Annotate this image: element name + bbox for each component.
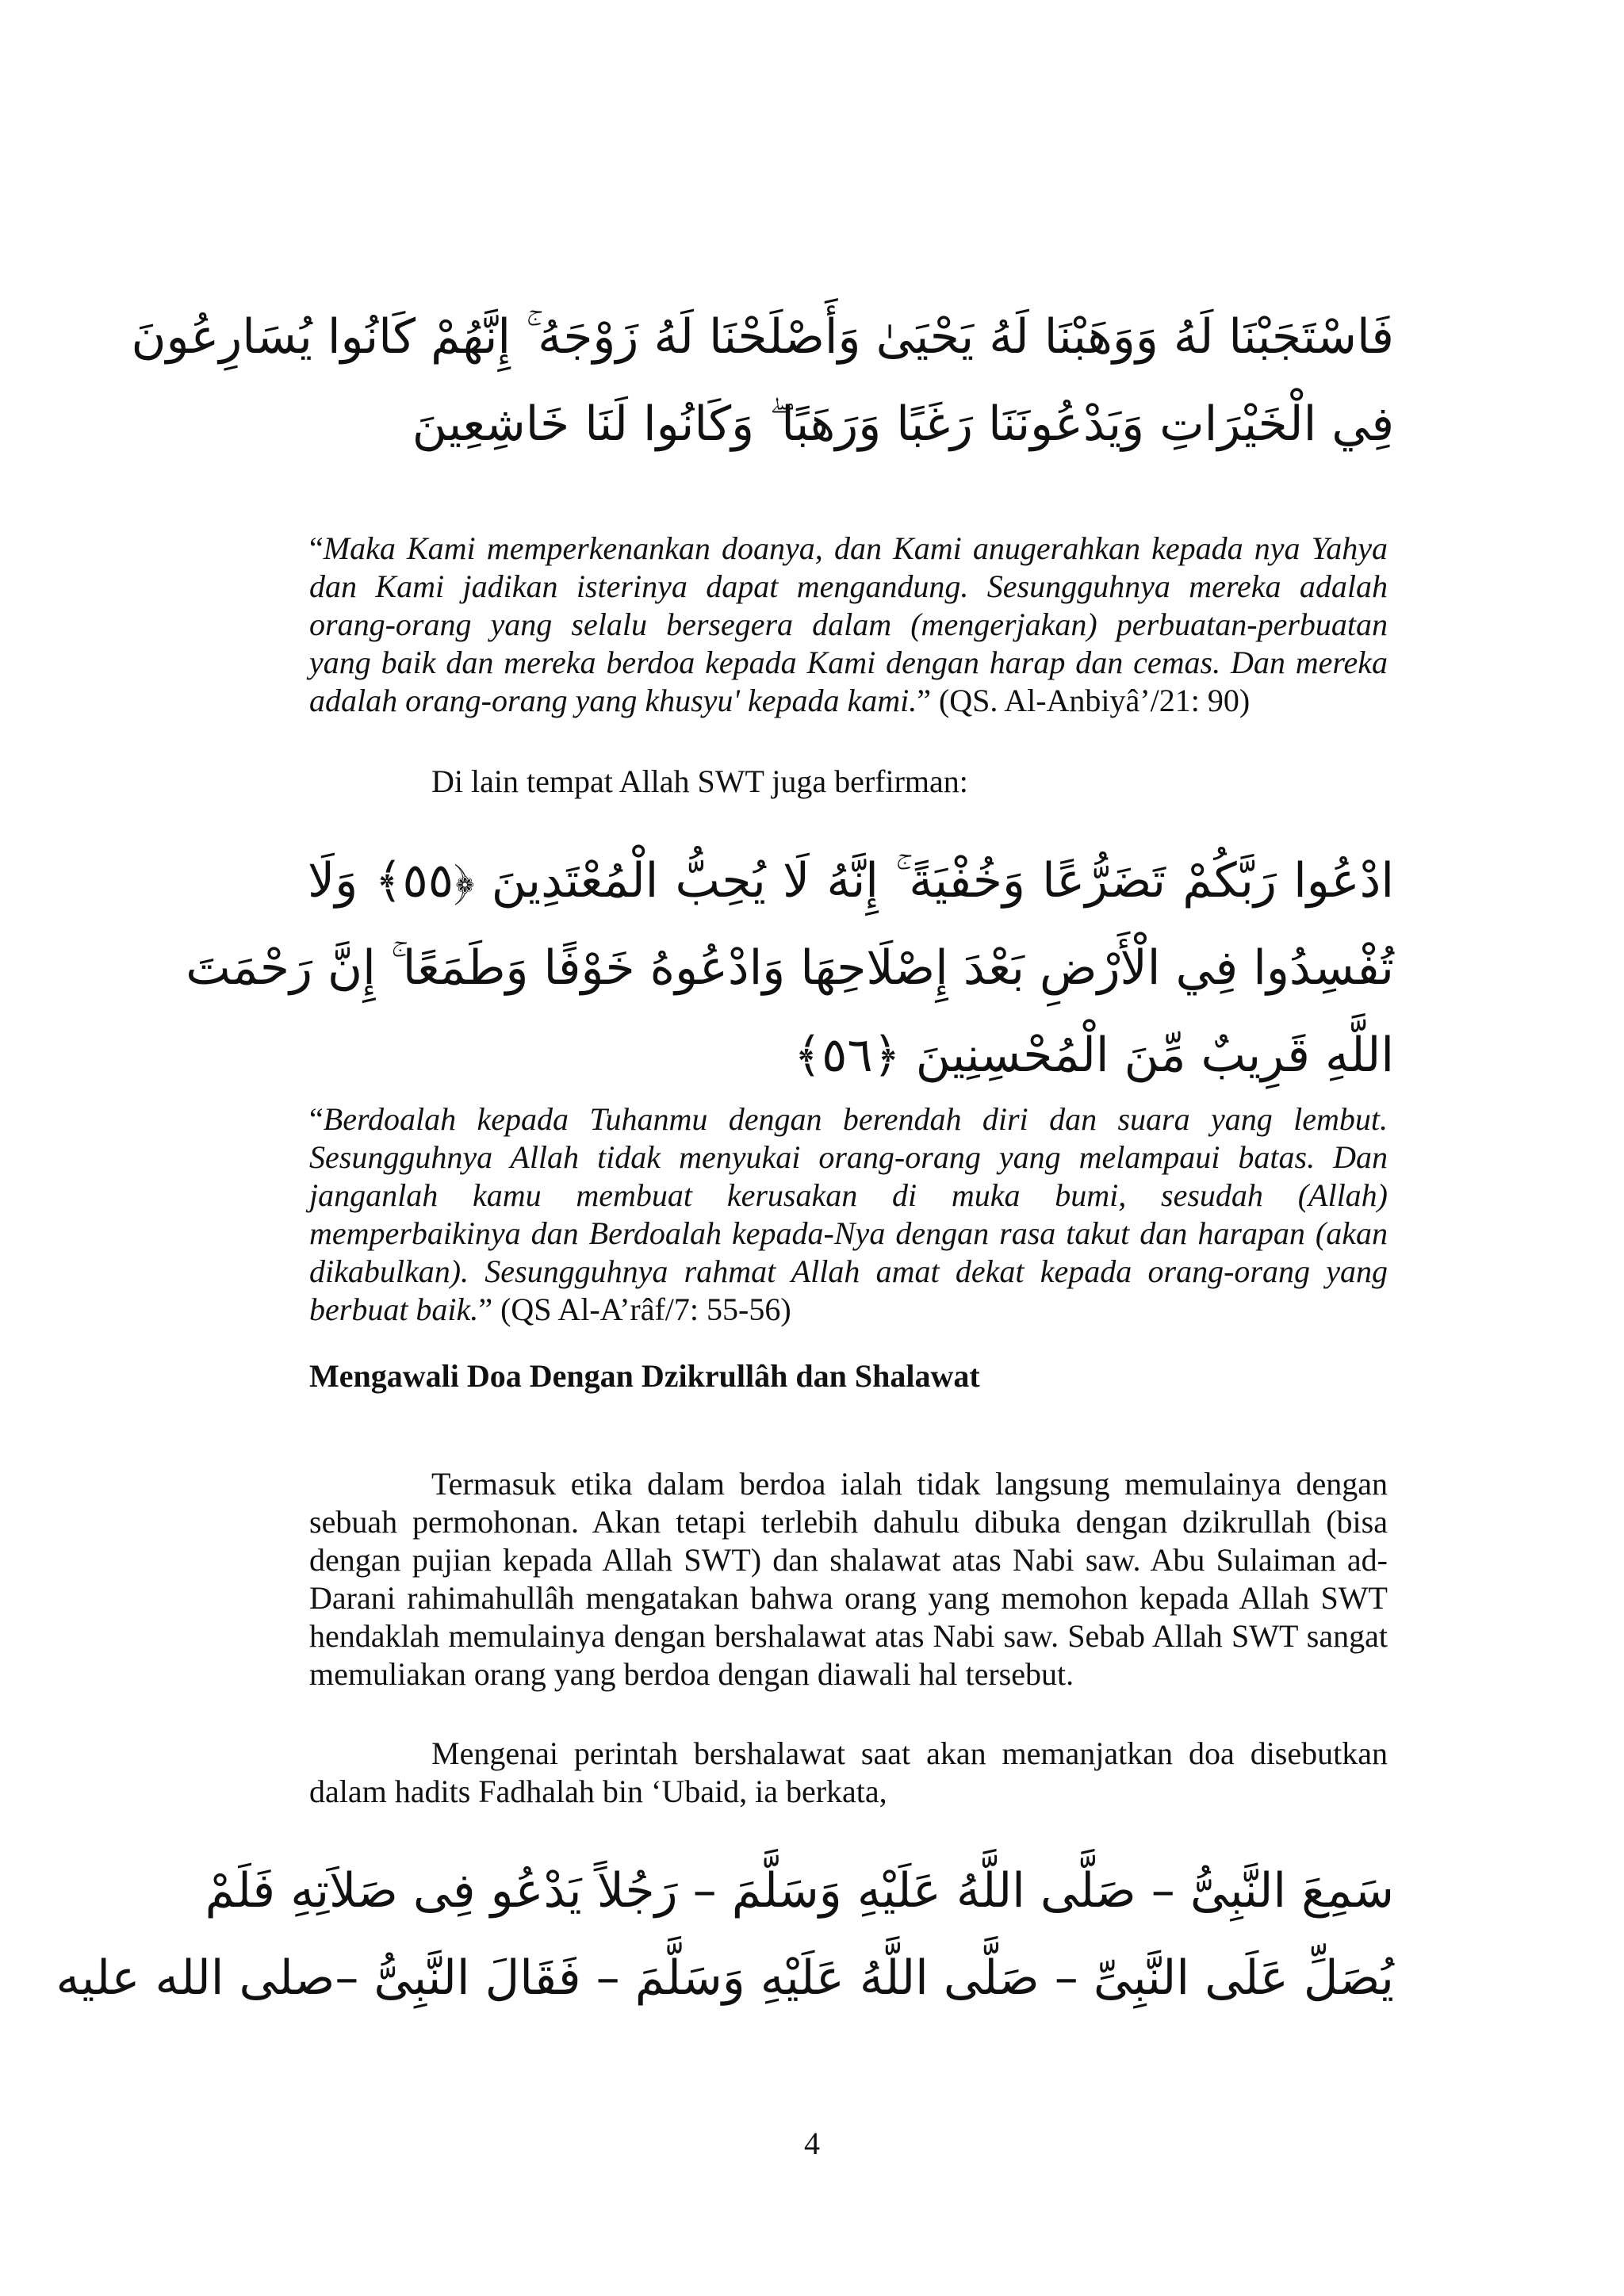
verse-reference: ” (QS Al-A’râf/7: 55-56) (478, 1292, 791, 1327)
quran-verse-araf-55-56 (186, 837, 1394, 1099)
verse-reference: ” (QS. Al-Anbiyâ’/21: 90) (917, 683, 1251, 718)
translation-text: Berdoalah kepada Tuhanmu dengan berendah diri dan suara yang lembut. Sesungguhnya Allah tidak menyukai orang-orang yang melampaui batas. Dan janganlah kamu membuat kerusakan di muka bumi, sesudah (Allah) memperbaikinya dan Berdoalah kepada-Nya dengan rasa takut dan harapan (akan dikabulkan). Sesungguhnya rahmat Allah amat dekat kepada orang-orang yang berbuat baik. (309, 1101, 1388, 1327)
arabic-line: فِي الْخَيْرَاتِ وَيَدْعُونَنَا رَغَبًا وَرَهَبًا ۖ وَكَانُوا لَنَا خَاشِعِينَ (412, 396, 1394, 452)
arabic-line: تُفْسِدُوا فِي الْأَرْضِ بَعْدَ إِصْلَاحِهَا وَادْعُوهُ خَوْفًا وَطَمَعًا ۚ إِنَّ رَحْمَتَ (186, 940, 1394, 996)
translation-anbiya-90 (309, 530, 1388, 720)
hadith-arabic-text (56, 1847, 1394, 2022)
translation-araf-55-56 (309, 1100, 1388, 1329)
body-paragraph: Mengenai perintah bershalawat saat akan memanjatkan doa disebutkan dalam hadits Fadhalah bin ‘Ubaid, ia berkata, (309, 1735, 1388, 1809)
arabic-line: ادْعُوا رَبَّكُمْ تَضَرُّعًا وَخُفْيَةً ۚ إِنَّهُ لَا يُحِبُّ الْمُعْتَدِينَ ﴿٥٥﴾ وَلَا (308, 853, 1394, 909)
arabic-line: فَاسْتَجَبْنَا لَهُ وَوَهَبْنَا لَهُ يَحْيَىٰ وَأَصْلَحْنَا لَهُ زَوْجَهُ ۚ إِنَّهُمْ كَانُوا يُسَارِعُونَ (131, 309, 1394, 365)
section-heading: Mengawali Doa Dengan Dzikrullâh dan Shalawat (309, 1358, 980, 1394)
open-quote: “ (309, 1101, 324, 1137)
translation-text: Maka Kami memperkenankan doanya, dan Kami anugerahkan kepada nya Yahya dan Kami jadikan isterinya dapat mengandung. Sesungguhnya mereka adalah orang-orang yang selalu bersegera dalam (mengerjakan) perbuatan-perbuatan yang baik dan mereka berdoa kepada Kami dengan harap dan cemas. Dan mereka adalah orang-orang yang khusyu' kepada kami. (309, 530, 1388, 718)
page-number: 4 (804, 2126, 820, 2161)
quran-verse-anbiya-90 (131, 293, 1394, 468)
arabic-line: سَمِعَ النَّبِىُّ – صَلَّى اللَّهُ عَلَيْهِ وَسَلَّمَ – رَجُلاً يَدْعُو فِى صَلاَتِهِ فَلَمْ (205, 1863, 1394, 1919)
open-quote: “ (309, 530, 324, 566)
arabic-line: اللَّهِ قَرِيبٌ مِّنَ الْمُحْسِنِينَ ﴿٥٦﴾ (793, 1027, 1394, 1083)
intro-sentence: Di lain tempat Allah SWT juga berfirman: (431, 763, 968, 799)
arabic-line: يُصَلِّ عَلَى النَّبِىِّ – صَلَّى اللَّهُ عَلَيْهِ وَسَلَّمَ – فَقَالَ النَّبِىُّ –صلى الله عليه (56, 1950, 1394, 2006)
body-paragraph: Termasuk etika dalam berdoa ialah tidak langsung memulainya dengan sebuah permohonan. Akan tetapi terlebih dahulu dibuka dengan dzikrullah (bisa dengan pujian kepada Allah SWT) dan shalawat atas Nabi saw. Abu Sulaiman ad-Darani rahimahullâh mengatakan bahwa orang yang memohon kepada Allah SWT hendaklah memulainya dengan bershalawat atas Nabi saw. Sebab Allah SWT sangat memuliakan orang yang berdoa dengan diawali hal tersebut. (309, 1466, 1388, 1692)
